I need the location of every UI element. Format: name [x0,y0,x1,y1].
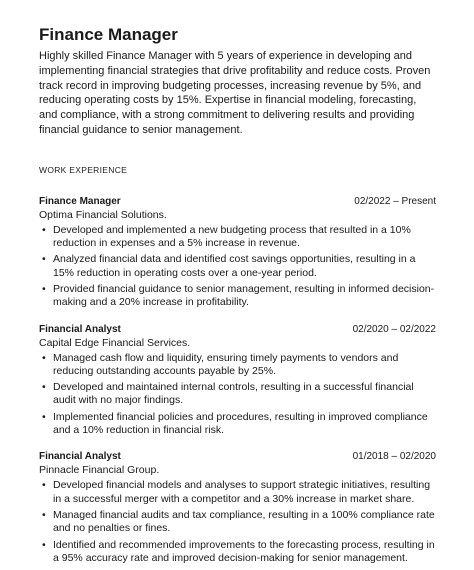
job-title: Financial Analyst [39,323,121,335]
company-name: Optima Financial Solutions. [39,208,167,221]
job-dates: 02/2020 – 02/2022 [352,323,436,335]
job-header [39,451,436,462]
job-bullet: • Analyzed financial data and identified cost savings opportunities, resulting in a 15% reduction in operating costs over a one-year period. [39,253,436,280]
job-dates: 01/2018 – 02/2020 [352,451,436,463]
section-title-work-experience: WORK EXPERIENCE [39,164,128,175]
job-entry [39,451,436,565]
job-bullets [39,224,436,310]
job-header [39,324,436,335]
job-bullet: • Developed and implemented a new budgeting process that resulted in a 10% reduction in expenses and a 5% increase in revenue. [39,224,436,251]
job-title: Finance Manager [39,195,121,207]
job-bullets [39,352,436,438]
job-bullet: • Developed and maintained internal controls, resulting in a successful financial audit with no major findings. [39,381,436,408]
job-bullet: • Developed financial models and analyses to support strategic initiatives, resulting in a successful merger with a competitor and a 30% increase in market share. [39,479,436,506]
resume-summary: Highly skilled Finance Manager with 5 years of experience in developing and implementing financial strategies that drive profitability and reduce costs. Proven track record in improving budgeting processes, increasing revenue by 5%, and reducing operating costs by 15%. Expertise in financial modeling, forecasting, and compliance, with a strong commitment to delivering results and providing financial guidance to senior management. [39,50,431,136]
company-name: Pinnacle Financial Group. [39,464,160,477]
job-bullet: • Managed financial audits and tax compliance, resulting in a 100% compliance rate and no penalties or fines. [39,509,436,536]
company-name: Capital Edge Financial Services. [39,336,191,349]
job-dates: 02/2022 – Present [354,195,436,207]
resume-name: Finance Manager [39,25,178,44]
job-bullets [39,479,436,565]
job-bullet: • Provided financial guidance to senior management, resulting in informed decision-making and a 20% increase in profitability. [39,283,436,310]
job-entry [39,196,436,310]
job-bullet: • Identified and recommended improvements to the forecasting process, resulting in a 95% accuracy rate and improved decision-making for senior management. [39,539,436,566]
job-header [39,196,436,207]
job-title: Financial Analyst [39,451,121,463]
job-entry [39,324,436,438]
job-bullet: • Implemented financial policies and procedures, resulting in improved compliance and a 10% reduction in financial risk. [39,411,436,438]
job-bullet: • Managed cash flow and liquidity, ensuring timely payments to vendors and reducing outstanding accounts payable by 25%. [39,352,436,379]
